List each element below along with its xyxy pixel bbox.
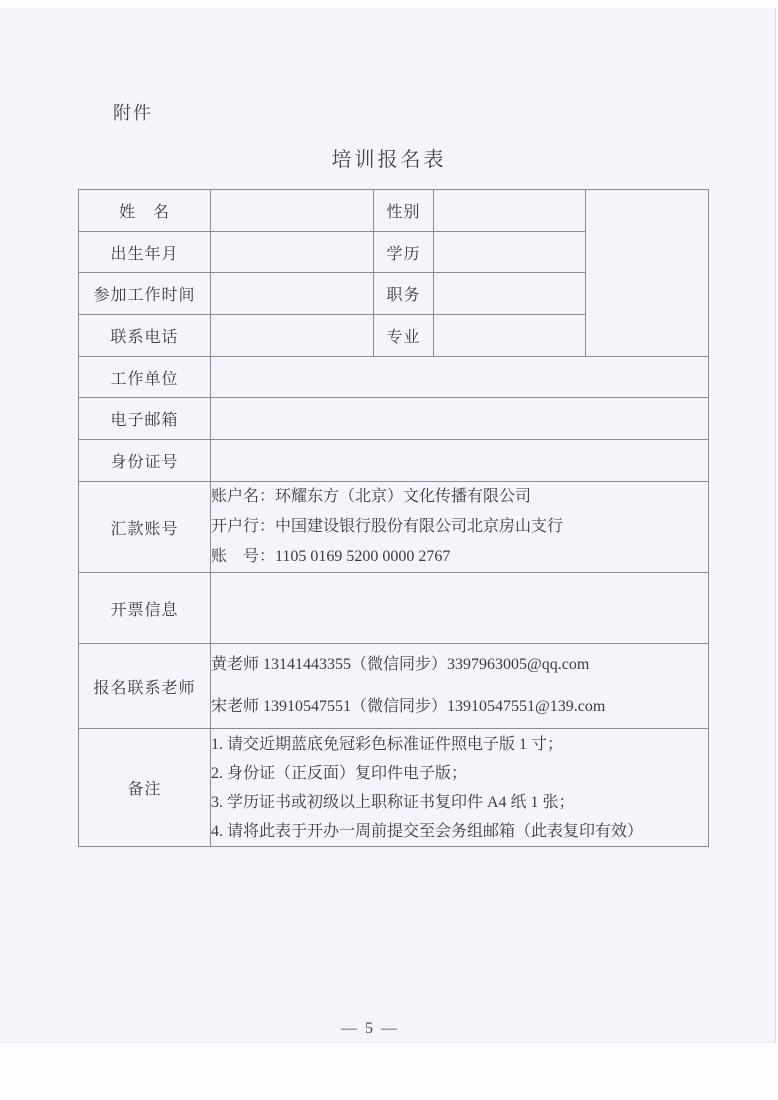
remarks-label: 备注 bbox=[79, 729, 211, 847]
education-label: 学历 bbox=[374, 232, 434, 273]
table-row bbox=[79, 644, 709, 729]
remark-line-4: 4. 请将此表于开办一周前提交至会务组邮箱（此表复印有效） bbox=[211, 822, 644, 840]
email-label: 电子邮箱 bbox=[79, 398, 211, 440]
major-value-cell bbox=[434, 315, 586, 357]
table-row bbox=[79, 482, 709, 573]
gender-value-cell bbox=[434, 190, 586, 232]
bank-account-number-line: 账 号：1105 0169 5200 0000 2767 bbox=[211, 548, 451, 565]
phone-value-cell bbox=[211, 315, 374, 357]
bank-account-name-line: 账户名：环耀东方（北京）文化传播有限公司 bbox=[211, 488, 532, 505]
remittance-account-cell bbox=[211, 482, 709, 573]
position-value-cell bbox=[434, 273, 586, 315]
birthdate-label: 出生年月 bbox=[79, 232, 211, 273]
email-value-cell bbox=[211, 398, 709, 440]
page-number: — 5 — bbox=[341, 1020, 399, 1037]
name-value-cell bbox=[211, 190, 374, 232]
contact-teachers-cell bbox=[211, 644, 709, 729]
birthdate-value-cell bbox=[211, 232, 374, 273]
attachment-label: 附件 bbox=[113, 103, 153, 123]
registration-form-table bbox=[78, 189, 709, 847]
table-row bbox=[79, 190, 709, 232]
table-row bbox=[79, 573, 709, 644]
page-title: 培训报名表 bbox=[331, 149, 447, 171]
position-label: 职务 bbox=[374, 273, 434, 315]
gender-label: 性别 bbox=[374, 190, 434, 232]
remarks-cell bbox=[211, 729, 709, 847]
contact-teachers-label: 报名联系老师 bbox=[79, 644, 211, 729]
remark-line-1: 1. 请交近期蓝底免冠彩色标准证件照电子版 1 寸； bbox=[211, 735, 564, 753]
remark-line-3: 3. 学历证书或初级以上职称证书复印件 A4 纸 1 张； bbox=[211, 793, 575, 811]
table-row bbox=[79, 440, 709, 482]
table-row bbox=[79, 398, 709, 440]
employer-value-cell bbox=[211, 357, 709, 398]
remark-line-2: 2. 身份证（正反面）复印件电子版； bbox=[211, 764, 468, 782]
invoice-info-label: 开票信息 bbox=[79, 573, 211, 644]
education-value-cell bbox=[434, 232, 586, 273]
major-label: 专业 bbox=[374, 315, 434, 357]
contact-teacher-song-line: 宋老师 13910547551（微信同步）13910547551@139.com bbox=[211, 698, 606, 715]
contact-teacher-huang-line: 黄老师 13141443355（微信同步）3397963005@qq.com bbox=[211, 656, 590, 673]
id-number-value-cell bbox=[211, 440, 709, 482]
phone-label: 联系电话 bbox=[79, 315, 211, 357]
name-label: 姓 名 bbox=[79, 190, 211, 232]
employer-label: 工作单位 bbox=[79, 357, 211, 398]
invoice-info-value-cell bbox=[211, 573, 709, 644]
bank-branch-line: 开户行：中国建设银行股份有限公司北京房山支行 bbox=[211, 518, 564, 535]
id-number-label: 身份证号 bbox=[79, 440, 211, 482]
table-row bbox=[79, 729, 709, 847]
remittance-account-label: 汇款账号 bbox=[79, 482, 211, 573]
work-start-label: 参加工作时间 bbox=[79, 273, 211, 315]
work-start-value-cell bbox=[211, 273, 374, 315]
table-row bbox=[79, 357, 709, 398]
photo-cell bbox=[586, 190, 709, 357]
